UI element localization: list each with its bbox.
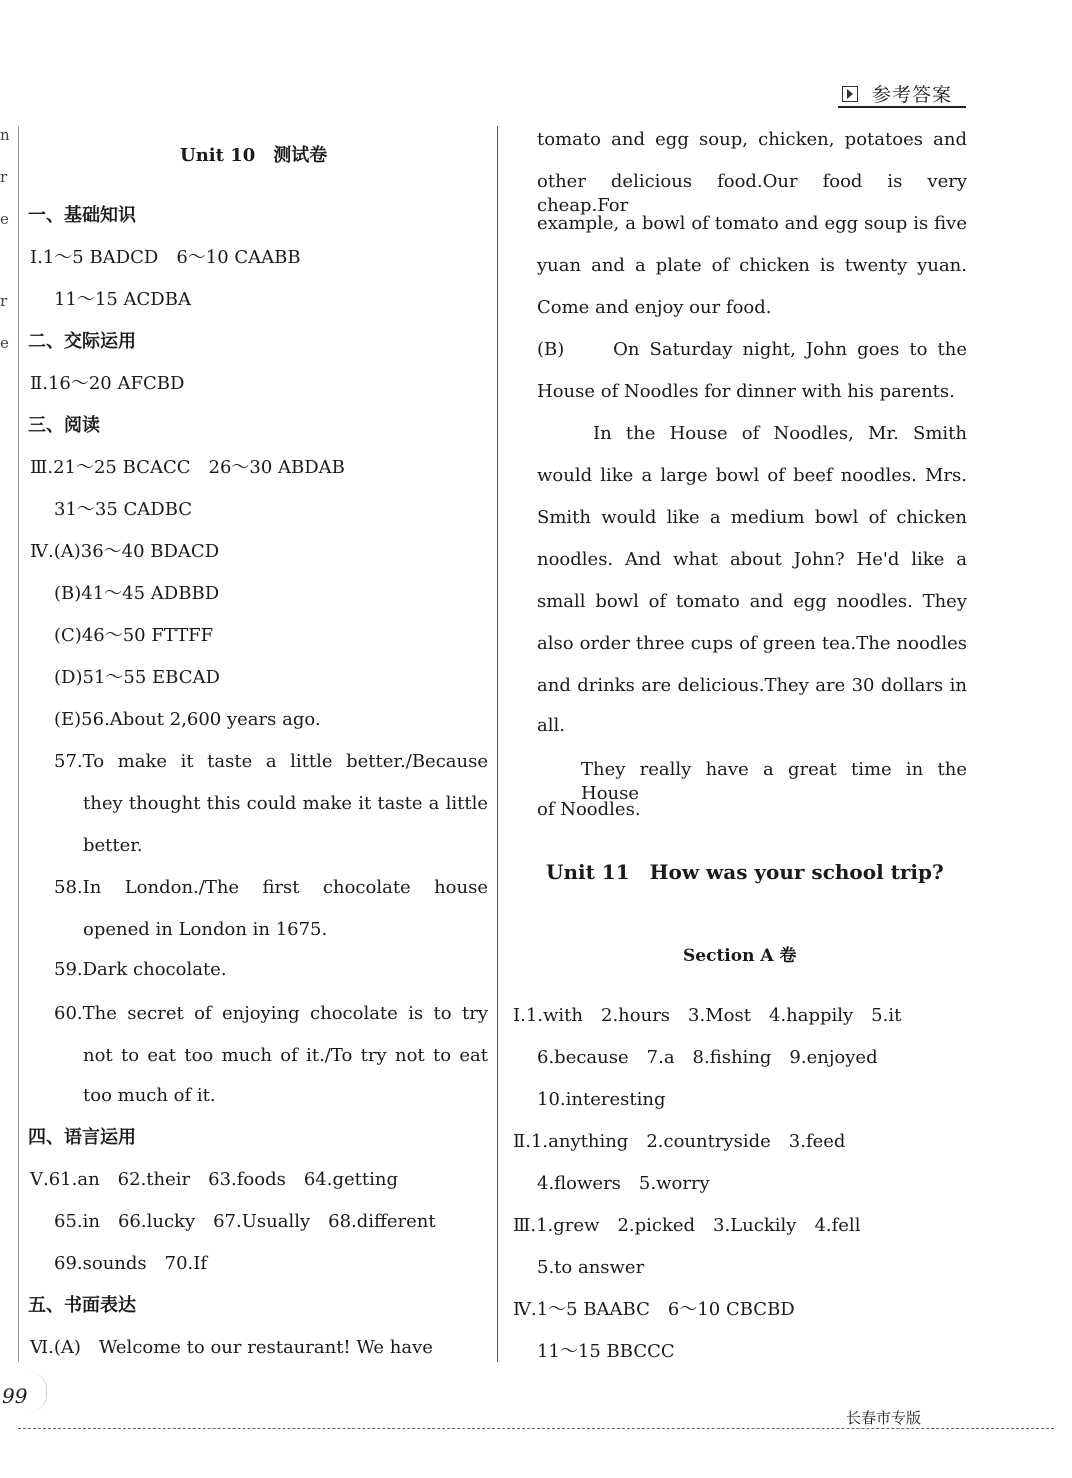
passage-line: also order three cups of green tea.The noodles [537, 633, 967, 654]
passage-line: In the House of Noodles, Mr. Smith [593, 423, 967, 444]
answer-line: 10.interesting [537, 1089, 666, 1110]
answer-line: Ⅰ.1.with 2.hours 3.Most 4.happily 5.it [513, 1005, 902, 1026]
answer-line: opened in London in 1675. [83, 919, 328, 940]
answer-line: Ⅱ.16～20 AFCBD [30, 373, 185, 394]
answer-line: Ⅲ.1.grew 2.picked 3.Luckily 4.fell [513, 1215, 861, 1236]
answer-line: (C)46～50 FTTFF [54, 625, 214, 646]
answer-line: Ⅲ.21～25 BCACC 26～30 ABDAB [30, 457, 345, 478]
answer-line: 57.To make it taste a little better./Because [54, 751, 488, 772]
footer-rule [18, 1428, 1054, 1429]
answer-line: better. [83, 835, 143, 856]
answer-line: too much of it. [83, 1085, 216, 1106]
answer-line: they thought this could make it taste a little [83, 793, 488, 814]
section-heading: 一、基础知识 [28, 205, 136, 226]
section-heading: 四、语言运用 [28, 1127, 136, 1148]
answer-line: 5.to answer [537, 1257, 645, 1278]
answer-line: (B)41～45 ADBBD [54, 583, 220, 604]
header-rule [838, 106, 966, 108]
passage-line: (B) On Saturday night, John goes to the [537, 339, 967, 360]
answer-line: not to eat too much of it./To try not to eat [83, 1045, 488, 1066]
passage-line: of Noodles. [537, 799, 641, 820]
page-number: 99 [2, 1384, 28, 1408]
answer-line: (E)56.About 2,600 years ago. [54, 709, 321, 730]
passage-line: all. [537, 715, 565, 736]
unit-title: Unit 10 测试卷 [180, 145, 328, 166]
answer-line: 11～15 BBCCC [537, 1341, 675, 1362]
passage-line: They really have a great time in the House [581, 759, 967, 804]
column-divider [497, 126, 498, 1362]
section-heading: 五、书面表达 [28, 1295, 136, 1316]
answer-line: 11～15 ACDBA [54, 289, 191, 310]
play-square-icon [842, 86, 858, 102]
unit-title: Unit 11 How was your school trip? [546, 860, 944, 884]
page-header [838, 80, 966, 110]
edge-mark: n [0, 126, 10, 144]
answer-line: 65.in 66.lucky 67.Usually 68.different [54, 1211, 436, 1232]
passage-line: and drinks are delicious.They are 30 dollars in [537, 675, 967, 696]
passage-line: Come and enjoy our food. [537, 297, 772, 318]
passage-line: example, a bowl of tomato and egg soup is five [537, 213, 967, 234]
passage-line: House of Noodles for dinner with his parents. [537, 381, 955, 402]
page-number-ornament [30, 1372, 47, 1412]
answer-line: 4.flowers 5.worry [537, 1173, 710, 1194]
answer-line: 31～35 CADBC [54, 499, 193, 520]
answer-line: 60.The secret of enjoying chocolate is to try [54, 1003, 488, 1024]
answer-line: Ⅳ.1～5 BAABC 6～10 CBCBD [513, 1299, 795, 1320]
answer-line: Ⅵ.(A) Welcome to our restaurant! We have [30, 1337, 433, 1358]
edition-label: 长春市专版 [846, 1409, 922, 1427]
edge-mark: e [0, 334, 9, 352]
section-heading: 二、交际运用 [28, 331, 136, 352]
answer-line: Ⅰ.1～5 BADCD 6～10 CAABB [30, 247, 301, 268]
edge-mark: r [0, 168, 8, 186]
edge-mark: r [0, 292, 8, 310]
passage-line: Smith would like a medium bowl of chicken [537, 507, 967, 528]
passage-line: noodles. And what about John? He'd like a [537, 549, 967, 570]
answer-line: Ⅳ.(A)36～40 BDACD [30, 541, 220, 562]
passage-line: small bowl of tomato and egg noodles. They [537, 591, 967, 612]
passage-line: tomato and egg soup, chicken, potatoes and [537, 129, 967, 150]
header-title: 参考答案 [872, 84, 953, 106]
passage-line: other delicious food.Our food is very cheap.For [537, 171, 967, 216]
answer-line: 59.Dark chocolate. [54, 959, 227, 980]
answer-line: 58.In London./The first chocolate house [54, 877, 488, 898]
answer-line: 69.sounds 70.If [54, 1253, 208, 1274]
edge-mark: e [0, 210, 9, 228]
section-title: Section A 卷 [683, 946, 797, 966]
answer-line: (D)51～55 EBCAD [54, 667, 220, 688]
passage-line: yuan and a plate of chicken is twenty yuan. [537, 255, 967, 276]
passage-line: would like a large bowl of beef noodles. Mrs. [537, 465, 967, 486]
left-margin-rule [18, 126, 19, 1362]
section-heading: 三、阅读 [28, 415, 100, 436]
answer-line: Ⅱ.1.anything 2.countryside 3.feed [513, 1131, 846, 1152]
answer-line: Ⅴ.61.an 62.their 63.foods 64.getting [30, 1169, 398, 1190]
answer-line: 6.because 7.a 8.fishing 9.enjoyed [537, 1047, 878, 1068]
